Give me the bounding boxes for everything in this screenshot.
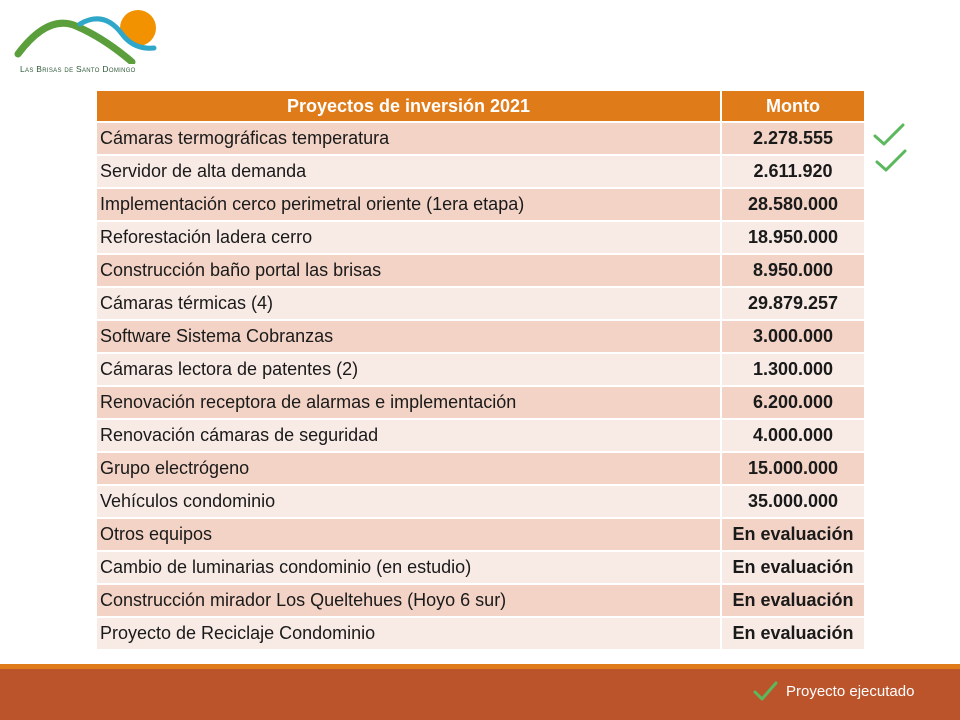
project-amount: 4.000.000 — [722, 420, 864, 453]
table-row — [97, 453, 864, 486]
project-amount: 2.278.555 — [722, 123, 864, 156]
executed-checks — [870, 118, 910, 178]
project-name: Cambio de luminarias condominio (en estudio) — [97, 552, 722, 585]
logo — [14, 4, 164, 76]
project-name: Cámaras térmicas (4) — [97, 288, 722, 321]
check-icon — [874, 148, 908, 174]
project-name: Reforestación ladera cerro — [97, 222, 722, 255]
header-project: Proyectos de inversión 2021 — [97, 91, 722, 123]
project-amount: 3.000.000 — [722, 321, 864, 354]
project-amount: En evaluación — [722, 519, 864, 552]
project-amount: 6.200.000 — [722, 387, 864, 420]
project-amount: En evaluación — [722, 618, 864, 651]
project-amount: 35.000.000 — [722, 486, 864, 519]
table-row — [97, 618, 864, 651]
logo-text: Las Brisas de Santo Domingo — [20, 64, 136, 74]
table-row — [97, 354, 864, 387]
project-amount: 18.950.000 — [722, 222, 864, 255]
project-amount: 29.879.257 — [722, 288, 864, 321]
legend — [752, 680, 914, 702]
table-row — [97, 255, 864, 288]
project-name: Servidor de alta demanda — [97, 156, 722, 189]
table-row — [97, 387, 864, 420]
project-amount: 28.580.000 — [722, 189, 864, 222]
project-name: Construcción mirador Los Queltehues (Hoyo 6 sur) — [97, 585, 722, 618]
legend-label: Proyecto ejecutado — [786, 682, 915, 700]
project-amount: 2.611.920 — [722, 156, 864, 189]
project-name: Otros equipos — [97, 519, 722, 552]
table-row — [97, 321, 864, 354]
table-row — [97, 585, 864, 618]
project-name: Vehículos condominio — [97, 486, 722, 519]
project-name: Construcción baño portal las brisas — [97, 255, 722, 288]
table-row — [97, 189, 864, 222]
project-name: Renovación cámaras de seguridad — [97, 420, 722, 453]
investment-table — [97, 91, 864, 651]
check-icon — [872, 122, 906, 148]
project-name: Implementación cerco perimetral oriente (1era etapa) — [97, 189, 722, 222]
table-row — [97, 519, 864, 552]
table-row — [97, 222, 864, 255]
project-amount: 1.300.000 — [722, 354, 864, 387]
project-amount: En evaluación — [722, 585, 864, 618]
table-row — [97, 552, 864, 585]
project-name: Software Sistema Cobranzas — [97, 321, 722, 354]
project-amount: 15.000.000 — [722, 453, 864, 486]
project-name: Renovación receptora de alarmas e implementación — [97, 387, 722, 420]
project-name: Grupo electrógeno — [97, 453, 722, 486]
table-row — [97, 288, 864, 321]
project-amount: En evaluación — [722, 552, 864, 585]
project-name: Cámaras termográficas temperatura — [97, 123, 722, 156]
project-name: Cámaras lectora de patentes (2) — [97, 354, 722, 387]
project-name: Proyecto de Reciclaje Condominio — [97, 618, 722, 651]
check-icon — [752, 680, 778, 702]
logo-mark-icon — [14, 4, 164, 64]
table-row — [97, 420, 864, 453]
table-row — [97, 486, 864, 519]
header-amount: Monto — [722, 91, 864, 123]
table-row — [97, 156, 864, 189]
project-amount: 8.950.000 — [722, 255, 864, 288]
table-header-row — [97, 91, 864, 123]
table-row — [97, 123, 864, 156]
